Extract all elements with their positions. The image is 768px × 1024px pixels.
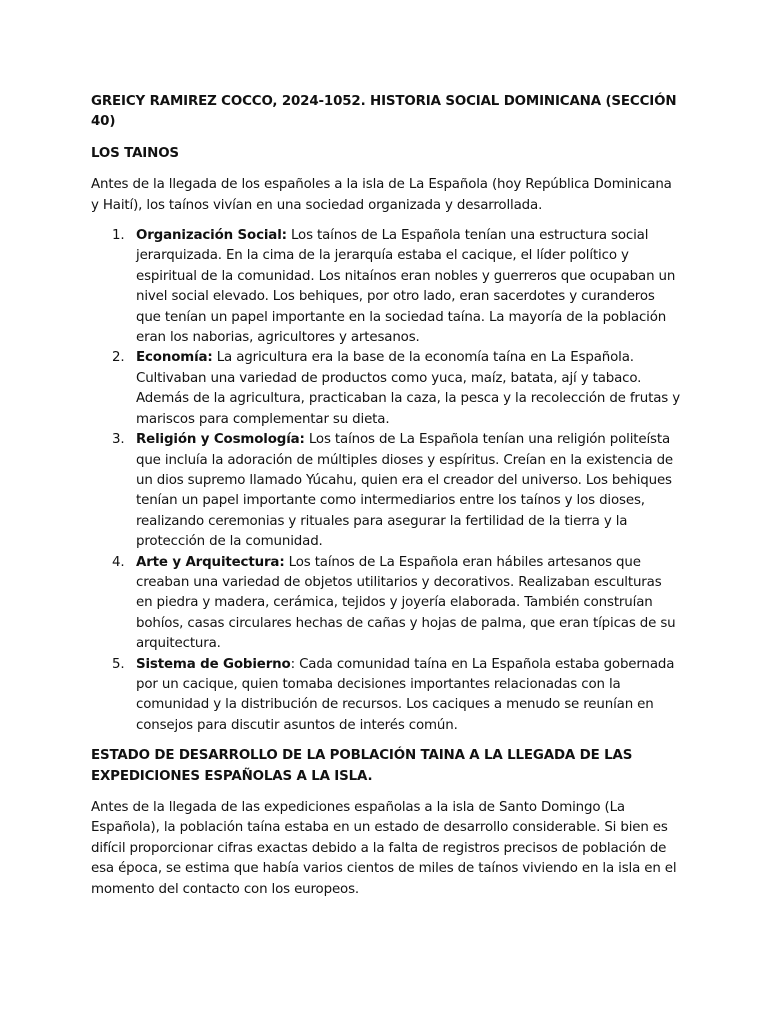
section-heading-estado-de-desarrollo: ESTADO DE DESARROLLO DE LA POBLACIÓN TAINA A LA LLEGADA DE LAS EXPEDICIONES ESPAÑOLAS A LA ISLA. bbox=[91, 748, 633, 784]
list-item-number: 5. bbox=[112, 656, 125, 672]
list-item-number: 2. bbox=[112, 350, 125, 366]
list-item-term: Arte y Arquitectura: bbox=[136, 554, 285, 570]
list-item-text: Los taínos de La Española tenían una estructura social jerarquizada. En la cima de la jerarquía estaba el cacique, el líder político y espiritual de la comunidad. Los nitaínos eran nobles y guerreros que ocupaban un nivel social elevado. Los behiques, por otro lado, eran sacerdotes y curanderos que tenían un papel importante en la sociedad taína. La mayoría de la población eran los naborias, agricultores y artesanos. bbox=[136, 228, 676, 346]
body-paragraph: Antes de la llegada de las expediciones españolas a la isla de Santo Domingo (La Española), la población taína estaba en un estado de desarrollo considerable. Si bien es difícil proporcionar cifras exactas debido a la falta de registros precisos de población de esa época, se estima que había varios cientos de miles de taínos viviendo en la isla en el momento del contacto con los europeos. bbox=[91, 800, 677, 897]
topics-list bbox=[91, 226, 681, 736]
list-item-number: 1. bbox=[112, 228, 125, 244]
list-item bbox=[112, 226, 681, 348]
list-item bbox=[112, 553, 681, 655]
intro-paragraph: Antes de la llegada de los españoles a la isla de La Española (hoy República Dominicana y Haití), los taínos vivían en una sociedad organizada y desarrollada. bbox=[91, 177, 672, 213]
list-item-text: Los taínos de La Española tenían una religión politeísta que incluía la adoración de múltiples dioses y espíritus. Creían en la existencia de un dios supremo llamado Yúcahu, quien era el creador del universo. Los behiques tenían un papel importante como intermediarios entre los taínos y los dioses, realizando ceremonias y rituales para asegurar la fertilidad de la tierra y la protección de la comunidad. bbox=[136, 432, 674, 550]
list-item-text: Los taínos de La Española eran hábiles artesanos que creaban una variedad de objetos utilitarios y decorativos. Realizaban esculturas en piedra y madera, cerámica, tejidos y joyería elaborada. También construían bohíos, casas circulares hechas de cañas y hojas de palma, que eran típicas de su arquitectura. bbox=[136, 554, 676, 652]
document-title: GREICY RAMIREZ COCCO, 2024-1052. HISTORIA SOCIAL DOMINICANA (SECCIÓN 40) bbox=[91, 94, 677, 130]
list-item-term: Organización Social: bbox=[136, 228, 287, 244]
list-item-number: 4. bbox=[112, 554, 125, 570]
list-item-term: Religión y Cosmología: bbox=[136, 432, 305, 448]
list-item-text: : Cada comunidad taína en La Española estaba gobernada por un cacique, quien tomaba decisiones importantes relacionadas con la comunidad y la distribución de recursos. Los caciques a menudo se reunían en consejos para discutir asuntos de interés común. bbox=[136, 656, 675, 733]
list-item bbox=[112, 655, 681, 737]
document-content bbox=[91, 92, 681, 900]
list-item-number: 3. bbox=[112, 432, 125, 448]
section-heading-los-tainos: LOS TAINOS bbox=[91, 145, 179, 161]
list-item-text: La agricultura era la base de la economía taína en La Española. Cultivaban una variedad de productos como yuca, maíz, batata, ají y tabaco. Además de la agricultura, practicaban la caza, la pesca y la recolección de frutas y mariscos para complementar su dieta. bbox=[136, 350, 680, 427]
list-item-term: Sistema de Gobierno bbox=[136, 656, 291, 672]
list-item-term: Economía: bbox=[136, 350, 213, 366]
list-item bbox=[112, 348, 681, 430]
list-item bbox=[112, 430, 681, 552]
